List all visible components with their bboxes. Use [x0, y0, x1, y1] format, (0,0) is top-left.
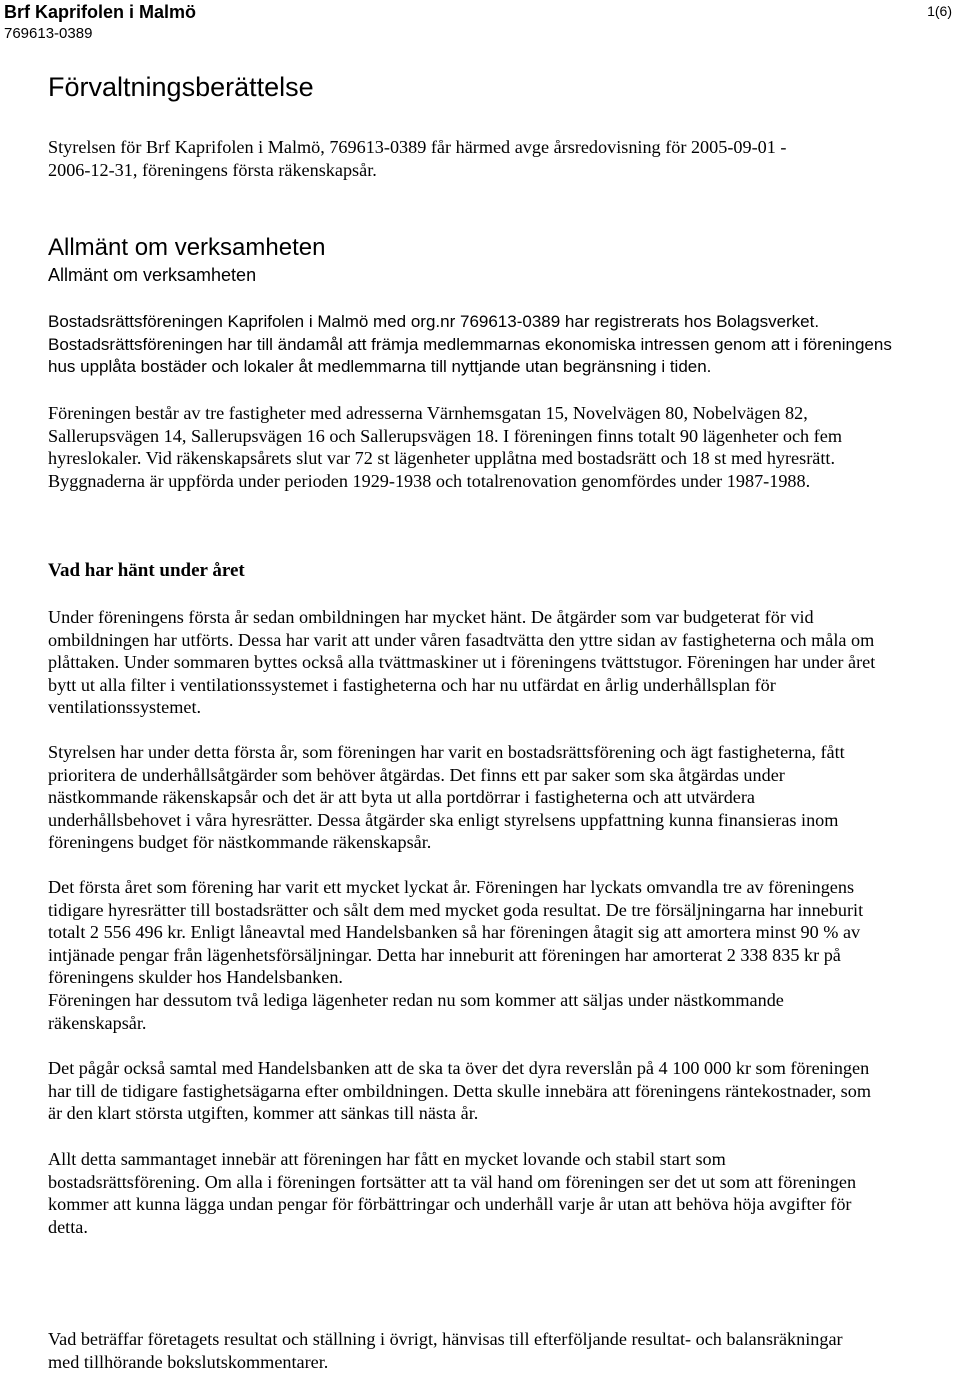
intro-paragraph: Styrelsen för Brf Kaprifolen i Malmö, 769613-0389 får härmed avge årsredovisning för 2005-09-01 - 2006-12-31, föreningens första räkenskapsår. — [48, 137, 787, 180]
year-paragraph-1: Under föreningens första år sedan ombildningen har mycket hänt. De åtgärder som var budgeterat för vid ombildningen har utförts. Dessa har varit att under våren fasadtvätta den yttre sidan av fastigheterna och måla om plåttaken. Under sommaren byttes också alla tvättmaskiner ut i föreningens tvättstugor. Föreningen har under året bytt ut alla filter i ventilationssystemet i fastigheterna och har nu utfärdat en årlig underhållsplan för ventilationssystemet. — [48, 607, 876, 718]
organization-name: Brf Kaprifolen i Malmö — [4, 2, 197, 22]
document-title: Förvaltningsberättelse — [48, 72, 314, 102]
organization-number: 769613-0389 — [4, 25, 93, 42]
year-paragraph-3: Det första året som förening har varit ett mycket lyckat år. Föreningen har lyckats omvandla tre av föreningens tidigare hyresrätter till bostadsrätter och sålt dem med mycket goda resultat. De tre försäljningarna har inneburit totalt 2 556 496 kr. Enligt låneavtal med Handelsbanken så har föreningen åtagit sig att amortera minst 90 % av intjänade pengar från lägenhetsförsäljningar. Detta har inneburit att föreningen har amorterat 2 338 835 kr på föreningens skulder hos Handelsbanken. Föreningen har dessutom två lediga lägenheter redan nu som kommer att säljas under nästkommande räkenskapsår. — [48, 877, 864, 1033]
section-heading-year: Vad har hänt under året — [48, 560, 245, 581]
page-number: 1(6) — [927, 3, 952, 19]
closing-paragraph: Vad beträffar företagets resultat och ställning i övrigt, hänvisas till efterföljande resultat- och balansräkningar med tillhörande bokslutskommentarer. — [48, 1329, 843, 1372]
general-paragraph-2: Föreningen består av tre fastigheter med adresserna Värnhemsgatan 15, Novelvägen 80, Nobelvägen 82, Sallerupsvägen 14, Sallerupsvägen 16 och Sallerupsvägen 18. I föreningen finns totalt 90 lägenheter och fem hyreslokaler. Vid räkenskapsårets slut var 72 st lägenheter upplåtna med bostadsrätt och 18 st med hyresrätt. Byggnaderna är uppförda under perioden 1929-1938 och totalrenovation genomfördes under 1987-1988. — [48, 403, 842, 491]
section-subheading-general: Allmänt om verksamheten — [48, 265, 257, 285]
general-paragraph-1: Bostadsrättsföreningen Kaprifolen i Malmö med org.nr 769613-0389 har registrerats hos Bolagsverket. Bostadsrättsföreningen har till ändamål att främja medlemmarnas ekonomiska intressen genom att i föreningens hus upplåta bostäder och lokaler åt medlemmarna till nyttjande utan begränsning i tiden. — [48, 312, 892, 377]
section-heading-general: Allmänt om verksamheten — [48, 234, 326, 261]
year-paragraph-2: Styrelsen har under detta första år, som föreningen har varit en bostadsrättsförening och ägt fastigheterna, fått prioritera de underhållsåtgärder som behöver åtgärdas. Det finns ett par saker som ska åtgärdas under nästkommande räkenskapsår och det är att byta ut alla portdörrar i fastigheterna och att utvärdera underhållsbehovet i våra hyresrätter. Dessa åtgärder ska enligt styrelsens uppfattning kunna finansieras inom föreningens budget för nästkommande räkenskapsår. — [48, 742, 845, 853]
year-paragraph-5: Allt detta sammantaget innebär att föreningen har fått en mycket lovande och stabil start som bostadsrättsförening. Om alla i föreningen fortsätter att ta väl hand om föreningen ser det ut som att föreningen kommer att kunna lägga undan pengar för förbättringar och underhåll varje år utan att behöva höja avgifter för detta. — [48, 1149, 857, 1237]
year-paragraph-4: Det pågår också samtal med Handelsbanken att de ska ta över det dyra reverslån på 4 100 000 kr som föreningen har till de tidigare fastighetsägarna efter ombildningen. Detta skulle innebära att föreningens räntekostnader, som är den klart största utgiften, kommer att sänkas till nästa år. — [48, 1058, 871, 1124]
